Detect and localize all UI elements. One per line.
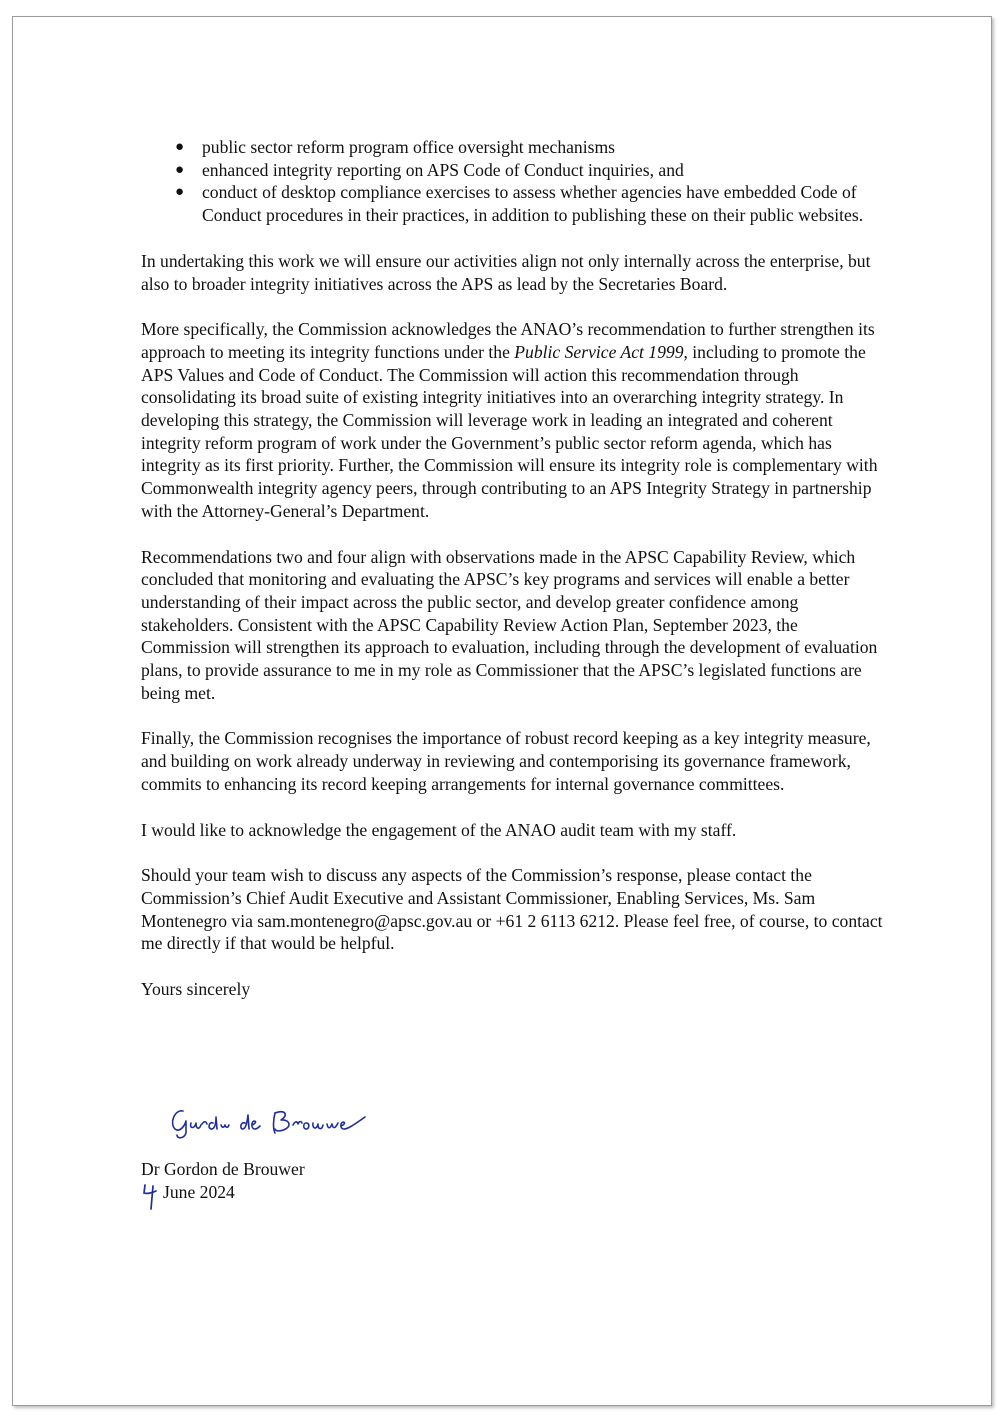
bullet-dot-icon: ● xyxy=(175,184,185,201)
paragraph-recommendation: More specifically, the Commission acknowledges the ANAO’s recommendation to further strengthen its approach to meeting its integrity functions under the Public Service Act 1999, including to promote the APS Values and Code of Conduct. The Commission will action this recommendation through consolidating its broad suite of existing integrity initiatives into an overarching integrity strategy. In developing this strategy, the Commission will leverage work in leading an integrated and coherent integrity reform program of work under the Government’s public sector reform agenda, which has integrity as its first priority. Further, the Commission will ensure its integrity role is complementary with Commonwealth integrity agency peers, through contributing to an APS Integrity Strategy in partnership with the Attorney-General’s Department. xyxy=(141,319,878,521)
signature-date: June 2024 xyxy=(141,1181,235,1211)
paragraph-record-keeping: Finally, the Commission recognises the importance of robust record keeping as a key integrity measure, and building on work already underway in reviewing and contemporising its governance framework, commits to enhancing its record keeping arrangements for internal governance committees. xyxy=(141,728,871,794)
paragraph-alignment: In undertaking this work we will ensure our activities align not only internally across the enterprise, but also to broader integrity initiatives across the APS as lead by the Secretaries Board. xyxy=(141,250,871,294)
bullet-item: ● enhanced integrity reporting on APS Code of Conduct inquiries, and xyxy=(175,159,684,180)
closing-salutation: Yours sincerely xyxy=(141,979,251,1000)
act-title: Public Service Act 1999 xyxy=(514,341,684,362)
bullet-item: ● public sector reform program office oversight mechanisms xyxy=(175,137,615,157)
handwritten-signature xyxy=(165,1099,425,1147)
handwritten-day xyxy=(141,1181,159,1211)
letter-body xyxy=(141,136,883,1001)
paragraph-acknowledgement: I would like to acknowledge the engagement of the ANAO audit team with my staff. xyxy=(141,819,737,840)
bullet-dot-icon: ● xyxy=(175,139,185,155)
paragraph-contact: Should your team wish to discuss any aspects of the Commission’s response, please contact the Commission’s Chief Audit Executive and Assistant Commissioner, Enabling Services, Ms. Sam Montenegro via sam.montenegro@apsc.gov.au or +61 2 6113 6212. Please feel free, of course, to contact me directly if that would be helpful. xyxy=(141,865,883,954)
bullet-item: ● conduct of desktop compliance exercises to assess whether agencies have embedded Code of Conduct procedures in their practices, in addition to publishing these on their public websites. xyxy=(175,182,864,226)
bullet-list xyxy=(141,136,883,227)
bullet-dot-icon: ● xyxy=(175,161,185,178)
paragraph-capability-review: Recommendations two and four align with observations made in the APSC Capability Review, which concluded that monitoring and evaluating the APSC’s key programs and services will enable a better understanding of their impact across the public sector, and develop greater confidence among stakeholders. Consistent with the APSC Capability Review Action Plan, September 2023, the Commission will strengthen its approach to evaluation, including through the development of evaluation plans, to provide assurance to me in my role as Commissioner that the APSC’s legislated functions are being met. xyxy=(141,546,878,703)
signatory-name: Dr Gordon de Brouwer xyxy=(141,1159,305,1179)
